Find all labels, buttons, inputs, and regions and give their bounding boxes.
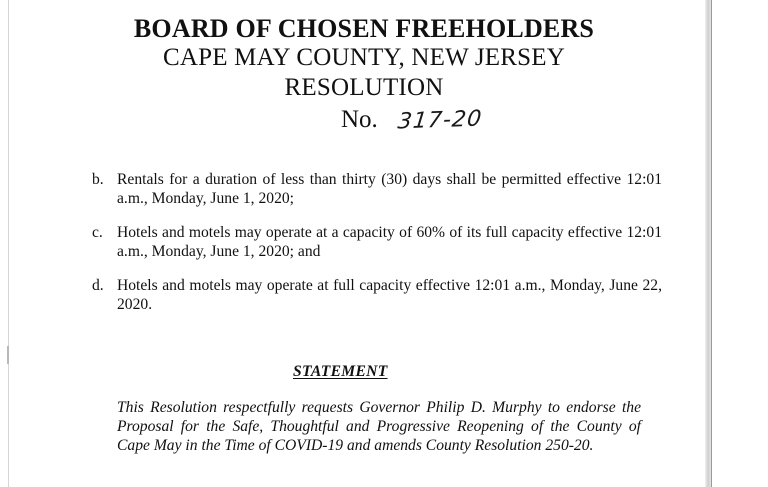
resolution-number-handwritten: 317-20 bbox=[396, 106, 484, 135]
list-item bbox=[92, 276, 662, 314]
county-title: CAPE MAY COUNTY, NEW JERSEY bbox=[163, 44, 565, 71]
list-item bbox=[92, 223, 662, 261]
page-left-edge-mark bbox=[7, 346, 9, 364]
statement-heading: STATEMENT bbox=[293, 363, 388, 380]
list-item-letter: b. bbox=[92, 171, 104, 188]
resolution-number-label: No. bbox=[341, 106, 378, 133]
list-item-text: Hotels and motels may operate at full capacity effective 12:01 a.m., Monday, June 22, 2020. bbox=[117, 277, 662, 313]
statement-body: This Resolution respectfully requests Governor Philip D. Murphy to endorse the Proposal for the Safe, Thoughtful and Progressive Reopening of the County of Cape May in the Time of COVID-19 and amends County Resolution 250-20. bbox=[117, 399, 641, 454]
list-item-letter: c. bbox=[92, 224, 103, 241]
list-item bbox=[92, 170, 662, 208]
resolution-title: RESOLUTION bbox=[284, 74, 444, 101]
list-item-text: Rentals for a duration of less than thirty (30) days shall be permitted effective 12:01 a.m., Monday, June 1, 2020; bbox=[117, 171, 662, 207]
list-item-letter: d. bbox=[92, 277, 104, 294]
resolution-number bbox=[341, 106, 482, 134]
board-title: BOARD OF CHOSEN FREEHOLDERS bbox=[133, 14, 595, 43]
list-item-text: Hotels and motels may operate at a capacity of 60% of its full capacity effective 12:01 a.m., Monday, June 1, 2020; and bbox=[117, 224, 662, 260]
